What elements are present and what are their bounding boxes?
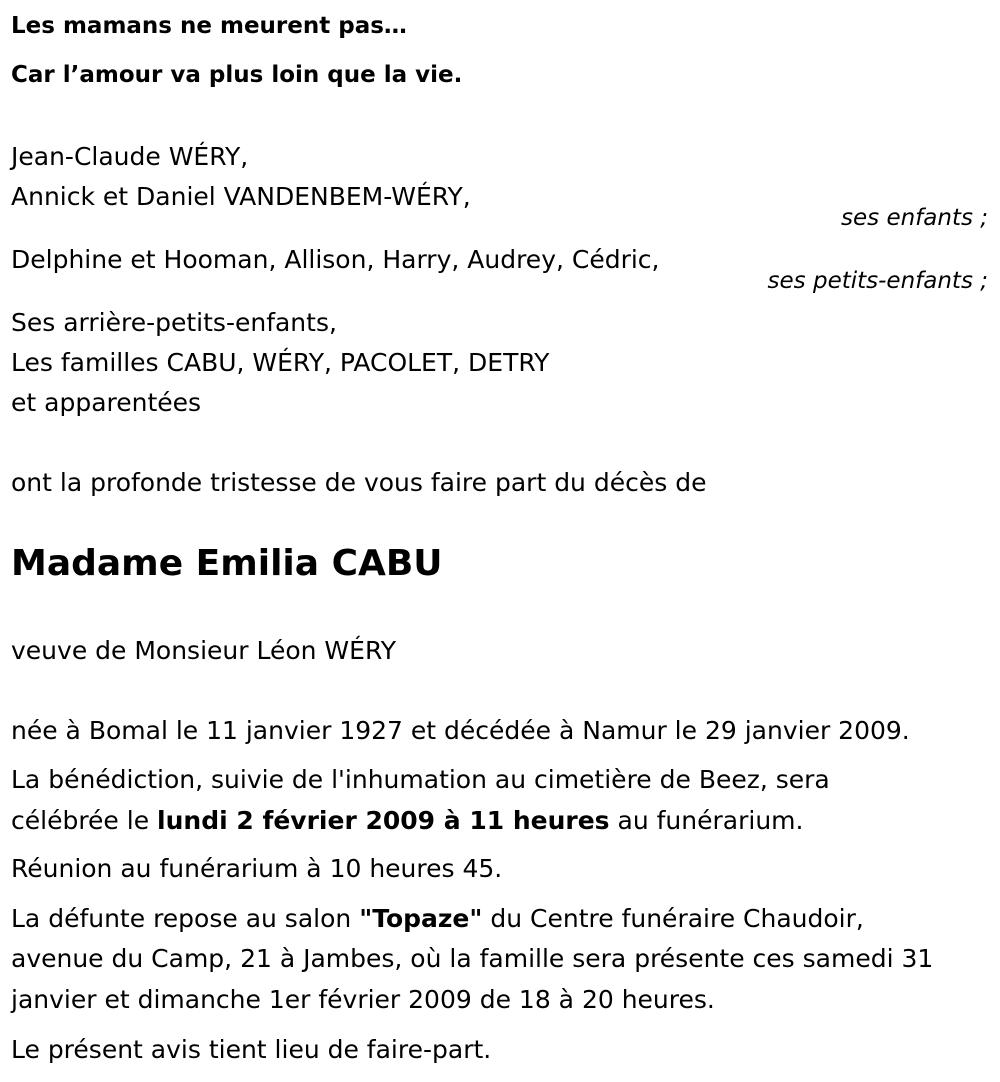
closing-text: Le présent avis tient lieu de faire-part. [11, 1035, 492, 1064]
deceased-name: Madame Emilia CABU [11, 543, 443, 584]
child-name-1: Jean-Claude WÉRY, [11, 142, 249, 171]
ceremony-date-time: lundi 2 février 2009 à 11 heures [157, 806, 610, 835]
repose-suffix: du Centre funéraire Chaudoir, [482, 904, 864, 933]
epigraph-line-2: Car l’amour va plus loin que la vie. [11, 62, 463, 88]
child-name-2: Annick et Daniel VANDENBEM-WÉRY, [11, 182, 471, 211]
families-line: Les familles CABU, WÉRY, PACOLET, DETRY [11, 348, 550, 377]
repose-line-2: avenue du Camp, 21 à Jambes, où la famille sera présente ces samedi 31 [11, 944, 934, 973]
ceremony-line-2 [11, 808, 803, 833]
ceremony-suffix: au funérarium. [609, 806, 804, 835]
relatives-line: et apparentées [11, 388, 202, 417]
children-label: ses enfants ; [841, 205, 988, 231]
ceremony-prefix: célébrée le [11, 806, 158, 835]
reunion-text: Réunion au funérarium à 10 heures 45. [11, 854, 503, 883]
birth-death-text: née à Bomal le 11 janvier 1927 et décédée à Namur le 29 janvier 2009. [11, 716, 910, 745]
great-grandchildren-line: Ses arrière-petits-enfants, [11, 308, 337, 337]
widow-of-text: veuve de Monsieur Léon WÉRY [11, 636, 396, 665]
grandchildren-label: ses petits-enfants ; [767, 268, 988, 294]
repose-prefix: La défunte repose au salon [11, 904, 360, 933]
announcement-text: ont la profonde tristesse de vous faire part du décès de [11, 468, 707, 497]
repose-line-3: janvier et dimanche 1er février 2009 de 18 à 20 heures. [11, 985, 715, 1014]
repose-line-1 [11, 906, 864, 931]
grandchildren-names: Delphine et Hooman, Allison, Harry, Audrey, Cédric, [11, 245, 660, 274]
salon-name: "Topaze" [359, 904, 483, 933]
ceremony-line-1: La bénédiction, suivie de l'inhumation au cimetière de Beez, sera [11, 765, 830, 794]
epigraph-line-1: Les mamans ne meurent pas… [11, 13, 407, 39]
